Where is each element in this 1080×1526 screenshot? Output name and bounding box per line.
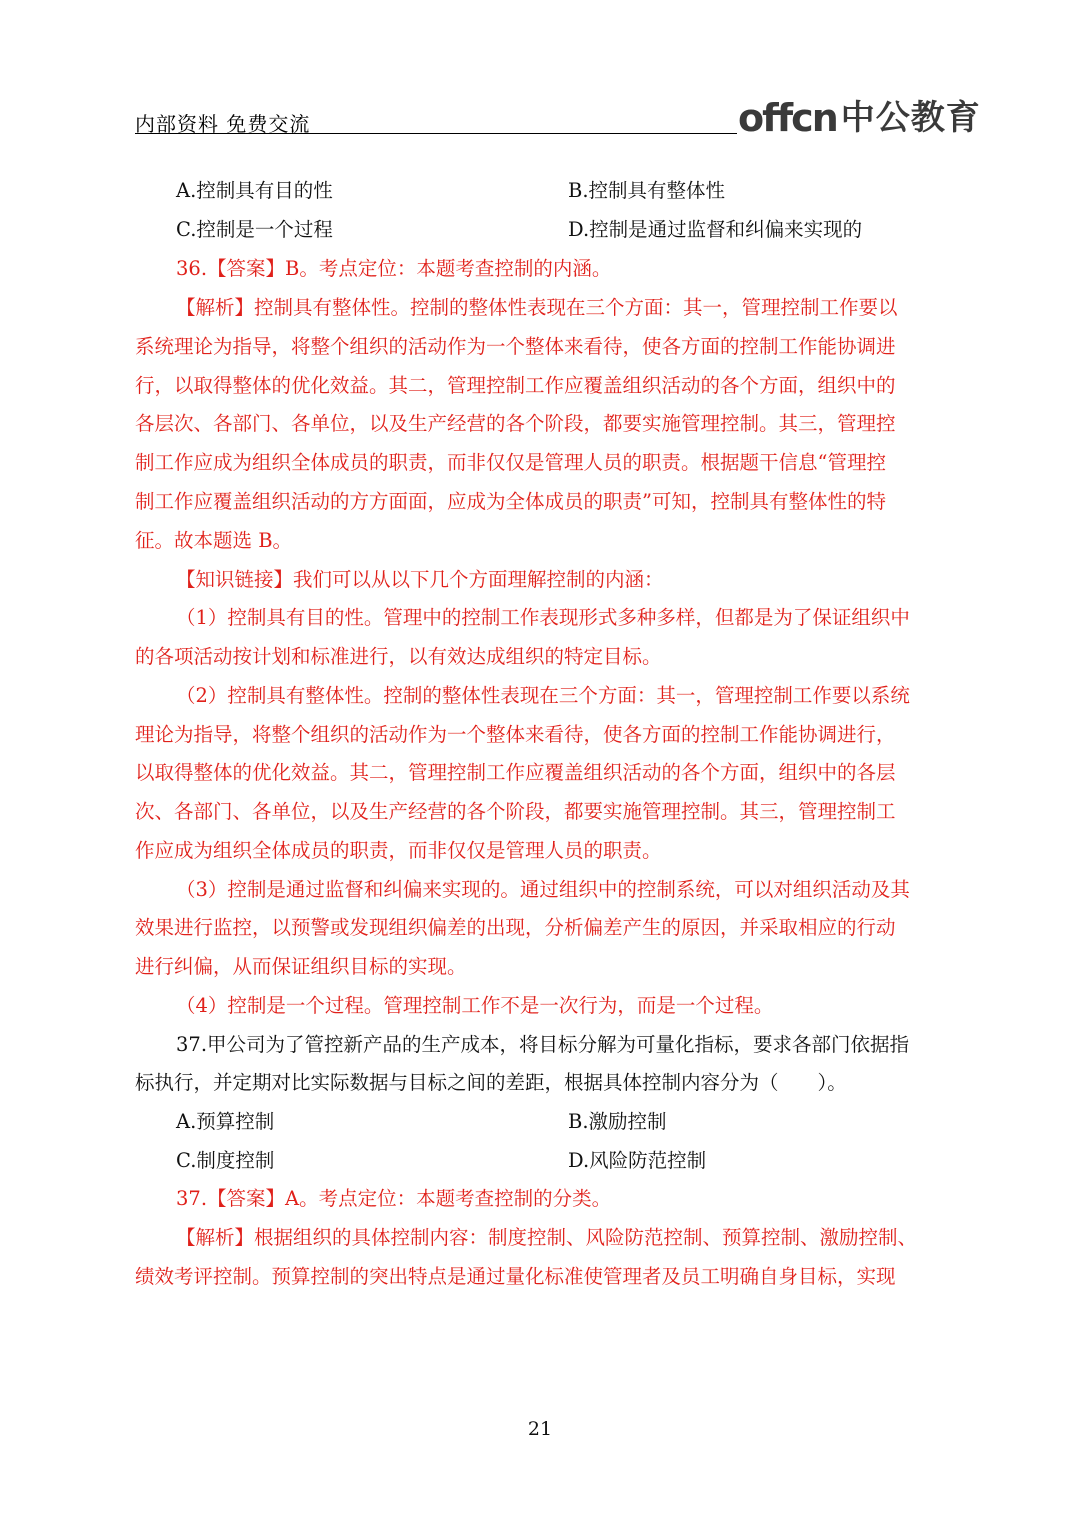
logo-latin-text: offcn [738,96,837,140]
q36-analysis-line: 【解析】控制具有整体性。控制的整体性表现在三个方面：其一，管理控制工作要以 [176,296,898,319]
q37-option-b: B.激励控制 [568,1110,667,1133]
header-left-text: 内部资料 免费交流 [135,112,311,136]
q36-analysis-line: 制工作应覆盖组织活动的方方面面，应成为全体成员的职责”可知，控制具有整体性的特 [135,490,886,513]
q37-option-a: A.预算控制 [176,1110,275,1133]
point2-line: 次、各部门、各单位，以及生产经营的各个阶段，都要实施管理控制。其三，管理控制工 [135,800,896,823]
q36-option-b: B.控制具有整体性 [568,179,726,202]
point4-line: （4）控制是一个过程。管理控制工作不是一次行为，而是一个过程。 [176,994,774,1017]
q36-option-d: D.控制是通过监督和纠偏来实现的 [568,218,863,241]
q36-analysis-line: 制工作应成为组织全体成员的职责，而非仅仅是管理人员的职责。根据题干信息“管理控 [135,451,886,474]
logo-chinese-text: 中公教育 [840,98,981,138]
q37-analysis-line: 绩效考评控制。预算控制的突出特点是通过量化标准使管理者及员工明确自身目标，实现 [135,1265,896,1288]
q37-stem-line: 37.甲公司为了管控新产品的生产成本，将目标分解为可量化指标，要求各部门依据指 [176,1033,910,1056]
q36-answer: 36.【答案】B。考点定位：本题考查控制的内涵。 [176,257,612,280]
offcn-logo [738,90,981,138]
page-number: 21 [527,1418,553,1440]
point2-line: 以取得整体的优化效益。其二，管理控制工作应覆盖组织活动的各个方面，组织中的各层 [135,761,896,784]
q36-analysis-line: 系统理论为指导，将整个组织的活动作为一个整体来看待，使各方面的控制工作能协调进 [135,335,896,358]
point2-line: 作应成为组织全体成员的职责，而非仅仅是管理人员的职责。 [135,839,662,862]
point2-line: （2）控制具有整体性。控制的整体性表现在三个方面：其一，管理控制工作要以系统 [176,684,910,707]
point3-line: 效果进行监控，以预警或发现组织偏差的出现，分析偏差产生的原因，并采取相应的行动 [135,916,896,939]
q37-option-d: D.风险防范控制 [568,1149,707,1172]
knowledge-link-heading: 【知识链接】我们可以从以下几个方面理解控制的内涵： [176,568,664,591]
q37-stem-line: 标执行，并定期对比实际数据与目标之间的差距，根据具体控制内容分为（ ）。 [135,1071,847,1094]
q37-option-c: C.制度控制 [176,1149,275,1172]
point3-line: （3）控制是通过监督和纠偏来实现的。通过组织中的控制系统，可以对组织活动及其 [176,878,910,901]
point1-line: （1）控制具有目的性。管理中的控制工作表现形式多种多样，但都是为了保证组织中 [176,606,910,629]
q36-analysis-line: 行，以取得整体的优化效益。其二，管理控制工作应覆盖组织活动的各个方面，组织中的 [135,374,896,397]
point2-line: 理论为指导，将整个组织的活动作为一个整体来看待，使各方面的控制工作能协调进行， [135,723,896,746]
q37-answer: 37.【答案】A。考点定位：本题考查控制的分类。 [176,1187,612,1210]
point1-line: 的各项活动按计划和标准进行，以有效达成组织的特定目标。 [135,645,662,668]
q36-analysis-line: 各层次、各部门、各单位，以及生产经营的各个阶段，都要实施管理控制。其三，管理控 [135,412,896,435]
q36-option-c: C.控制是一个过程 [176,218,333,241]
q37-analysis-line: 【解析】根据组织的具体控制内容：制度控制、风险防范控制、预算控制、激励控制、 [176,1226,918,1249]
q36-analysis-line: 征。故本题选 B。 [135,529,293,552]
q36-option-a: A.控制具有目的性 [176,179,333,202]
header-divider [135,133,737,134]
point3-line: 进行纠偏，从而保证组织目标的实现。 [135,955,467,978]
